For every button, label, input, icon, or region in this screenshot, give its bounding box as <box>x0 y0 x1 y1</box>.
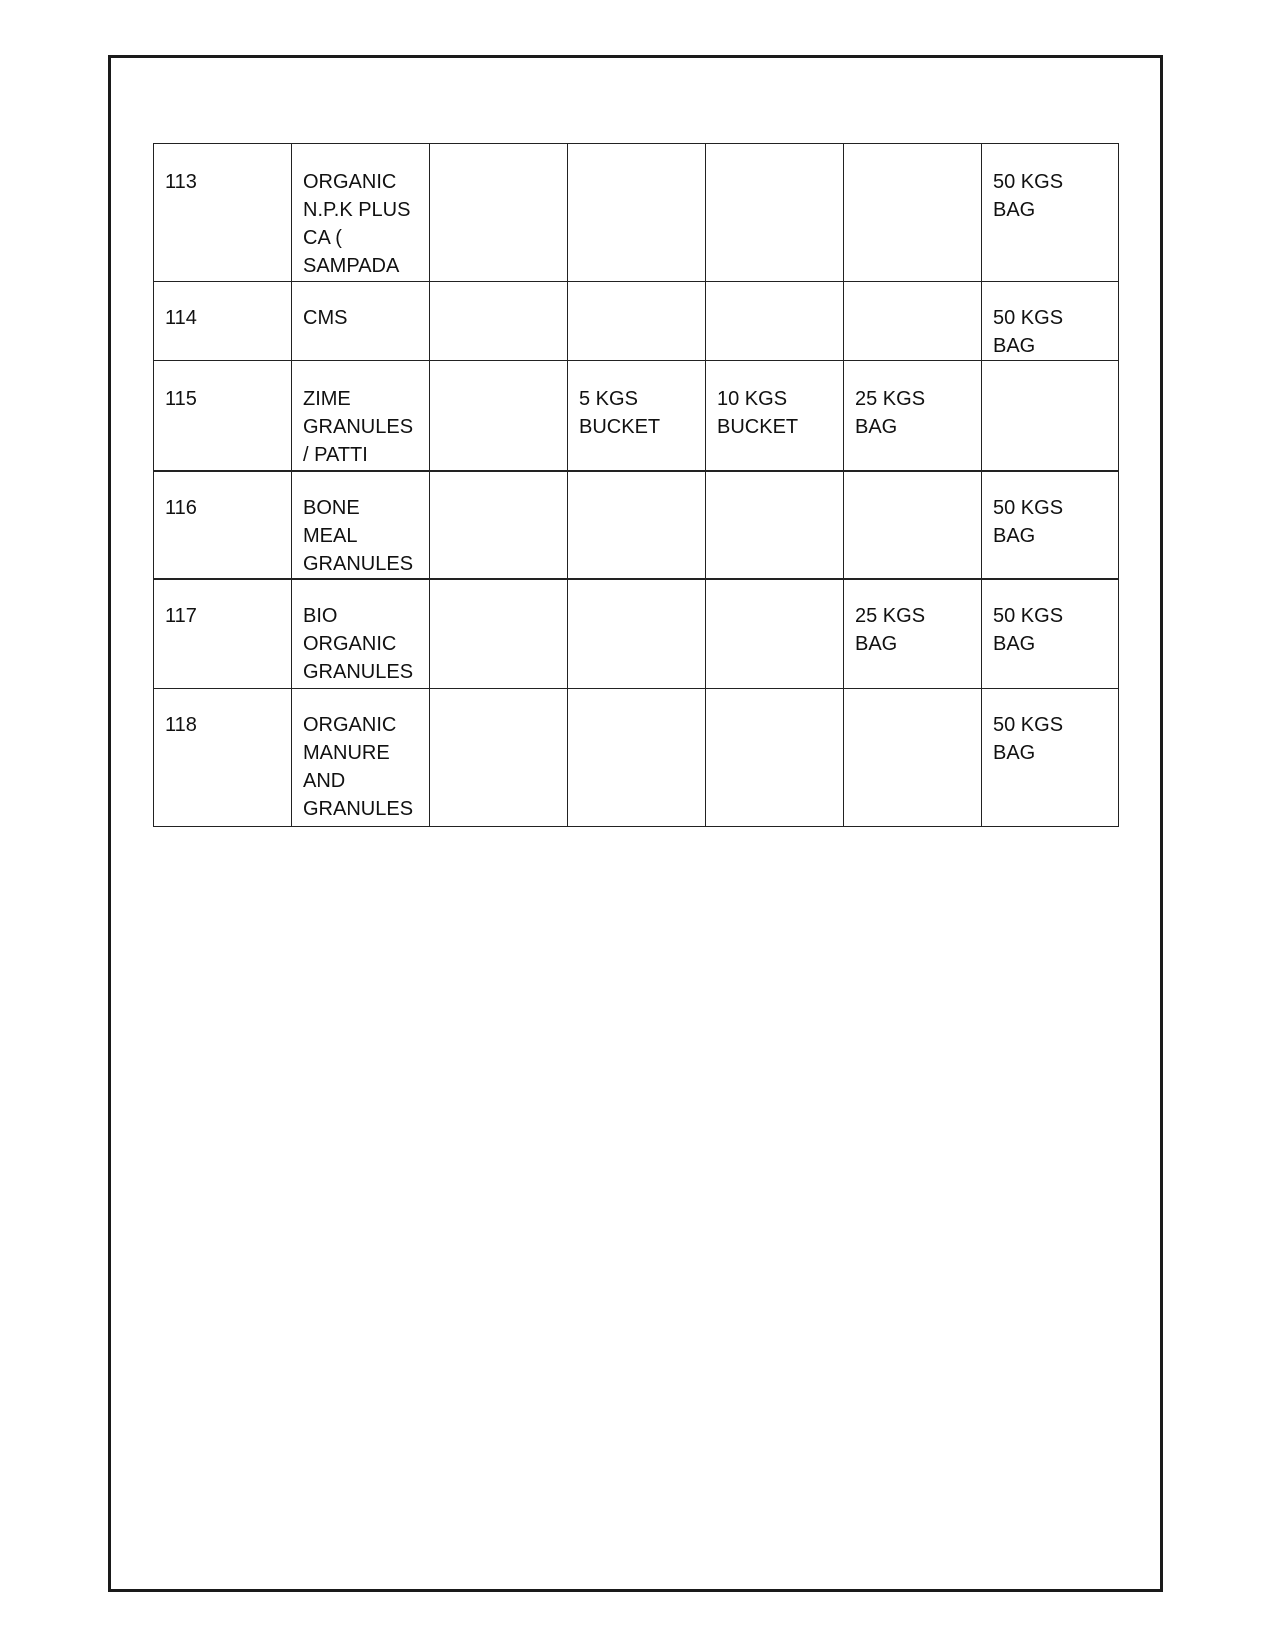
product-name-cell: BONE MEAL GRANULES <box>292 471 430 579</box>
table-cell <box>430 144 568 282</box>
table-cell <box>430 471 568 579</box>
product-name-cell: ORGANIC MANURE AND GRANULES <box>292 689 430 827</box>
product-name-cell: CMS <box>292 282 430 361</box>
packaging-cell: 10 KGS BUCKET <box>706 361 844 471</box>
item-number-cell: 118 <box>154 689 292 827</box>
item-number-cell: 115 <box>154 361 292 471</box>
packaging-cell: 50 KGS BAG <box>982 471 1119 579</box>
packaging-cell: 25 KGS BAG <box>844 579 982 689</box>
table-cell <box>844 282 982 361</box>
product-name-cell: ZIME GRANULES / PATTI <box>292 361 430 471</box>
table-row <box>154 689 1119 827</box>
item-number-cell: 114 <box>154 282 292 361</box>
item-number-cell: 116 <box>154 471 292 579</box>
product-name-cell: ORGANIC N.P.K PLUS CA ( SAMPADA <box>292 144 430 282</box>
table-cell <box>430 689 568 827</box>
table-row <box>154 361 1119 471</box>
table-cell <box>706 144 844 282</box>
table-cell <box>568 689 706 827</box>
table-row <box>154 579 1119 689</box>
table-cell <box>430 579 568 689</box>
packaging-cell: 50 KGS BAG <box>982 282 1119 361</box>
table-cell <box>430 282 568 361</box>
table-cell <box>706 282 844 361</box>
packaging-cell: 50 KGS BAG <box>982 579 1119 689</box>
table-cell <box>706 471 844 579</box>
table-cell <box>844 689 982 827</box>
item-number-cell: 117 <box>154 579 292 689</box>
table-cell <box>844 144 982 282</box>
table-row <box>154 471 1119 579</box>
table-cell <box>982 361 1119 471</box>
table-cell <box>706 579 844 689</box>
table-cell <box>706 689 844 827</box>
table-cell <box>568 282 706 361</box>
packaging-cell: 25 KGS BAG <box>844 361 982 471</box>
packaging-cell: 5 KGS BUCKET <box>568 361 706 471</box>
item-number-cell: 113 <box>154 144 292 282</box>
table-row <box>154 282 1119 361</box>
table-cell <box>568 144 706 282</box>
packaging-cell: 50 KGS BAG <box>982 144 1119 282</box>
table-row <box>154 144 1119 282</box>
product-packaging-table <box>153 143 1119 827</box>
table-cell <box>430 361 568 471</box>
product-name-cell: BIO ORGANIC GRANULES <box>292 579 430 689</box>
table-cell <box>844 471 982 579</box>
table-cell <box>568 579 706 689</box>
table-cell <box>568 471 706 579</box>
packaging-cell: 50 KGS BAG <box>982 689 1119 827</box>
